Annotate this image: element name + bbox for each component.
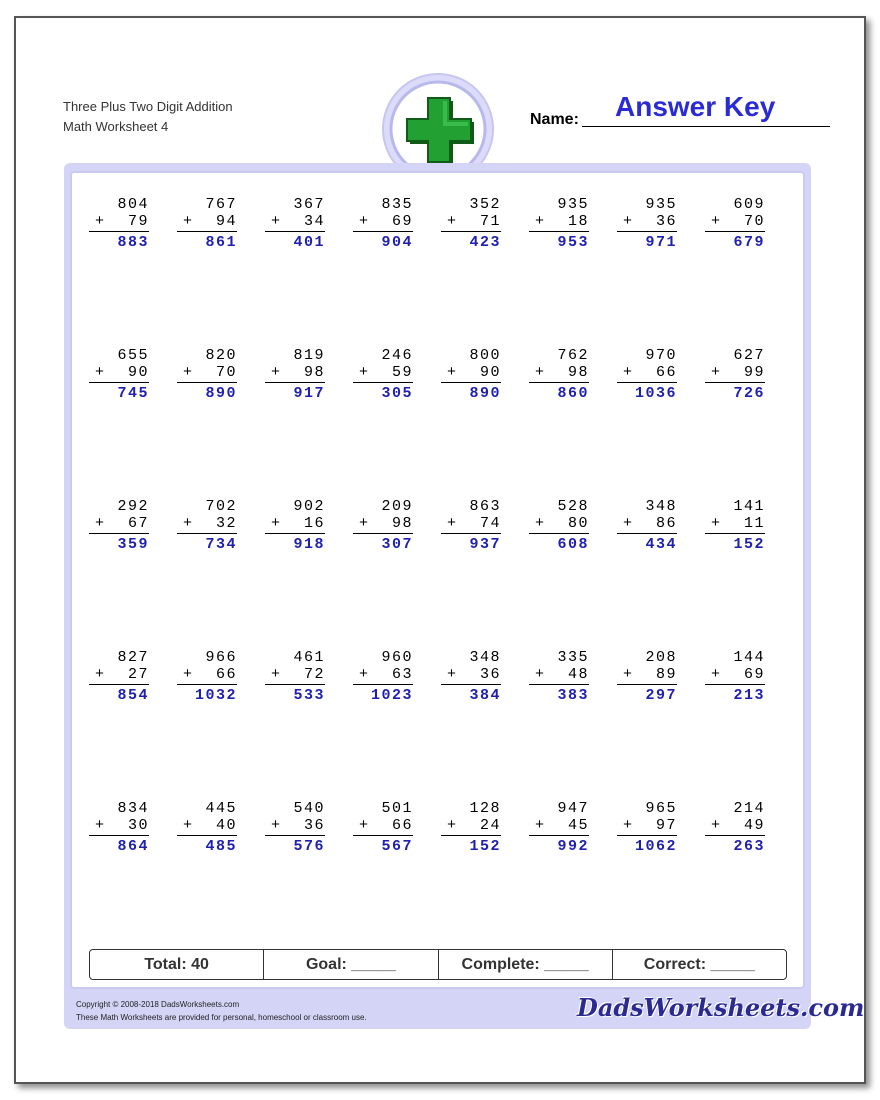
addition-problem — [89, 498, 149, 553]
plus-sign: + — [535, 515, 546, 532]
plus-sign: + — [95, 666, 106, 683]
goal-cell[interactable]: Goal: _____ — [264, 950, 438, 979]
problem-addend-top: 144 — [733, 649, 765, 666]
problem-addend-bottom-value: 89 — [655, 666, 677, 683]
problem-addend-bottom-value: 45 — [567, 817, 589, 834]
plus-sign: + — [359, 515, 370, 532]
problem-answer: 890 — [469, 385, 501, 402]
problem-addend-top: 367 — [293, 196, 325, 213]
problem-addend-bottom-value: 80 — [567, 515, 589, 532]
plus-sign: + — [359, 364, 370, 381]
problem-addend-bottom — [353, 817, 413, 836]
addition-problem — [529, 196, 589, 251]
problems-panel — [70, 171, 805, 989]
problem-addend-top: 835 — [381, 196, 413, 213]
plus-sign: + — [183, 666, 194, 683]
name-label: Name: — [530, 111, 579, 128]
addition-problem — [265, 498, 325, 553]
problem-addend-bottom-value: 99 — [743, 364, 765, 381]
problem-addend-bottom — [177, 213, 237, 232]
plus-sign: + — [711, 364, 722, 381]
problem-addend-bottom — [705, 515, 765, 534]
problem-answer: 213 — [733, 687, 765, 704]
addition-problem — [177, 800, 237, 855]
correct-cell[interactable]: Correct: _____ — [643, 955, 755, 973]
problem-answer: 679 — [733, 234, 765, 251]
problem-addend-bottom — [89, 213, 149, 232]
problem-answer: 305 — [381, 385, 413, 402]
addition-problem — [617, 649, 677, 704]
plus-sign: + — [271, 666, 282, 683]
plus-sign: + — [711, 515, 722, 532]
problem-addend-bottom — [177, 666, 237, 685]
addition-problem — [529, 347, 589, 402]
plus-sign: + — [183, 213, 194, 230]
problem-answer: 485 — [205, 838, 237, 855]
addition-problem — [441, 347, 501, 402]
addition-problem — [705, 347, 765, 402]
problem-answer: 384 — [469, 687, 501, 704]
problem-addend-top: 461 — [293, 649, 325, 666]
problem-addend-top: 827 — [117, 649, 149, 666]
plus-sign: + — [535, 213, 546, 230]
problem-addend-bottom — [617, 213, 677, 232]
problem-addend-bottom — [617, 364, 677, 383]
problem-addend-top: 762 — [557, 347, 589, 364]
problem-addend-bottom — [265, 364, 325, 383]
problem-addend-top: 335 — [557, 649, 589, 666]
problem-addend-top: 501 — [381, 800, 413, 817]
problem-answer: 401 — [293, 234, 325, 251]
plus-sign: + — [271, 817, 282, 834]
problem-addend-bottom-value: 24 — [479, 817, 501, 834]
plus-sign: + — [623, 666, 634, 683]
plus-sign: + — [535, 666, 546, 683]
plus-sign: + — [711, 666, 722, 683]
problem-addend-bottom-value: 69 — [391, 213, 413, 230]
plus-sign: + — [623, 364, 634, 381]
problem-addend-bottom — [441, 666, 501, 685]
addition-problem — [265, 800, 325, 855]
addition-problem — [705, 800, 765, 855]
addition-problem — [265, 649, 325, 704]
problem-answer: 745 — [117, 385, 149, 402]
problem-answer: 307 — [381, 536, 413, 553]
problem-addend-bottom-value: 36 — [479, 666, 501, 683]
problem-answer: 864 — [117, 838, 149, 855]
copyright-line-1: Copyright © 2008-2018 DadsWorksheets.com — [76, 1000, 240, 1009]
problem-addend-top: 804 — [117, 196, 149, 213]
problem-addend-bottom-value: 97 — [655, 817, 677, 834]
problem-addend-bottom-value: 11 — [743, 515, 765, 532]
problem-addend-bottom — [441, 364, 501, 383]
plus-sign: + — [623, 817, 634, 834]
addition-problem — [89, 347, 149, 402]
addition-problem — [529, 800, 589, 855]
problem-addend-bottom — [705, 213, 765, 232]
problem-addend-bottom — [529, 213, 589, 232]
problem-addend-top: 819 — [293, 347, 325, 364]
problem-addend-bottom — [441, 515, 501, 534]
problem-answer: 576 — [293, 838, 325, 855]
plus-sign: + — [447, 515, 458, 532]
problem-addend-bottom — [529, 515, 589, 534]
addition-problem — [617, 498, 677, 553]
problem-addend-bottom-value: 27 — [127, 666, 149, 683]
problem-addend-bottom — [617, 515, 677, 534]
problem-addend-bottom-value: 67 — [127, 515, 149, 532]
problem-answer: 861 — [205, 234, 237, 251]
problem-addend-bottom — [353, 515, 413, 534]
problem-addend-bottom — [353, 666, 413, 685]
problem-answer: 971 — [645, 234, 677, 251]
plus-sign: + — [183, 364, 194, 381]
problem-addend-bottom-value: 90 — [479, 364, 501, 381]
problem-answer: 434 — [645, 536, 677, 553]
problem-addend-top: 834 — [117, 800, 149, 817]
problem-answer: 937 — [469, 536, 501, 553]
problem-addend-bottom — [529, 364, 589, 383]
problem-addend-bottom-value: 70 — [215, 364, 237, 381]
problem-addend-top: 966 — [205, 649, 237, 666]
problem-addend-bottom-value: 48 — [567, 666, 589, 683]
answer-key-label: Answer Key — [615, 91, 776, 122]
plus-sign: + — [623, 515, 634, 532]
problem-answer: 726 — [733, 385, 765, 402]
problem-addend-bottom-value: 18 — [567, 213, 589, 230]
problem-addend-top: 960 — [381, 649, 413, 666]
problem-addend-bottom-value: 70 — [743, 213, 765, 230]
problem-addend-bottom — [353, 364, 413, 383]
problem-answer: 359 — [117, 536, 149, 553]
problem-addend-top: 902 — [293, 498, 325, 515]
problem-addend-top: 767 — [205, 196, 237, 213]
problem-addend-bottom — [353, 213, 413, 232]
name-field[interactable] — [582, 126, 830, 127]
problem-answer: 567 — [381, 838, 413, 855]
problem-addend-bottom-value: 66 — [655, 364, 677, 381]
problem-addend-top: 702 — [205, 498, 237, 515]
plus-sign: + — [95, 213, 106, 230]
addition-problem — [353, 800, 413, 855]
problem-addend-bottom-value: 34 — [303, 213, 325, 230]
addition-problem — [441, 800, 501, 855]
problem-addend-top: 947 — [557, 800, 589, 817]
problem-addend-bottom-value: 36 — [655, 213, 677, 230]
problem-addend-top: 128 — [469, 800, 501, 817]
addition-problem — [265, 196, 325, 251]
problem-answer: 917 — [293, 385, 325, 402]
problem-addend-bottom — [89, 364, 149, 383]
plus-sign: + — [95, 817, 106, 834]
problem-answer: 423 — [469, 234, 501, 251]
problem-answer: 1062 — [634, 838, 677, 855]
plus-sign: + — [271, 213, 282, 230]
addition-problem — [353, 347, 413, 402]
problem-addend-top: 214 — [733, 800, 765, 817]
addition-problem — [529, 498, 589, 553]
problem-addend-bottom — [705, 817, 765, 836]
addition-problem — [265, 347, 325, 402]
addition-problem — [177, 196, 237, 251]
addition-problem — [89, 800, 149, 855]
problem-addend-bottom-value: 40 — [215, 817, 237, 834]
addition-problem — [617, 347, 677, 402]
plus-sign: + — [271, 515, 282, 532]
problem-answer: 860 — [557, 385, 589, 402]
problem-addend-top: 528 — [557, 498, 589, 515]
problem-addend-bottom-value: 69 — [743, 666, 765, 683]
problem-addend-bottom-value: 79 — [127, 213, 149, 230]
problem-addend-top: 352 — [469, 196, 501, 213]
problem-answer: 1032 — [194, 687, 237, 704]
problem-addend-top: 141 — [733, 498, 765, 515]
plus-sign: + — [95, 515, 106, 532]
problem-addend-bottom — [177, 364, 237, 383]
problem-answer: 533 — [293, 687, 325, 704]
problem-addend-bottom-value: 71 — [479, 213, 501, 230]
problem-answer: 263 — [733, 838, 765, 855]
problem-addend-top: 800 — [469, 347, 501, 364]
addition-problem — [705, 196, 765, 251]
score-table — [89, 949, 787, 980]
problem-addend-bottom — [265, 666, 325, 685]
problem-addend-bottom-value: 66 — [215, 666, 237, 683]
copyright-notice — [76, 998, 367, 1024]
problem-addend-bottom — [89, 515, 149, 534]
problem-addend-bottom-value: 72 — [303, 666, 325, 683]
problem-answer: 734 — [205, 536, 237, 553]
plus-sign: + — [183, 515, 194, 532]
problem-addend-top: 540 — [293, 800, 325, 817]
problem-addend-bottom-value: 94 — [215, 213, 237, 230]
title-line-1: Three Plus Two Digit Addition — [63, 99, 233, 114]
addition-problem — [177, 649, 237, 704]
total-cell: Total: 40 — [90, 950, 264, 979]
problem-addend-bottom-value: 98 — [391, 515, 413, 532]
problem-addend-bottom — [441, 213, 501, 232]
plus-sign: + — [535, 817, 546, 834]
problem-addend-top: 348 — [645, 498, 677, 515]
problem-answer: 992 — [557, 838, 589, 855]
problem-addend-bottom — [89, 817, 149, 836]
plus-sign: + — [447, 817, 458, 834]
problem-answer: 297 — [645, 687, 677, 704]
plus-sign: + — [359, 213, 370, 230]
addition-problem — [353, 196, 413, 251]
addition-problem — [353, 649, 413, 704]
problem-answer: 854 — [117, 687, 149, 704]
problem-addend-top: 965 — [645, 800, 677, 817]
problem-addend-bottom — [89, 666, 149, 685]
plus-sign: + — [359, 817, 370, 834]
problem-addend-top: 627 — [733, 347, 765, 364]
addition-problem — [617, 800, 677, 855]
problem-addend-bottom-value: 98 — [567, 364, 589, 381]
plus-sign: + — [271, 364, 282, 381]
plus-sign: + — [711, 213, 722, 230]
plus-sign: + — [447, 213, 458, 230]
problem-addend-bottom — [617, 817, 677, 836]
problem-addend-bottom — [529, 666, 589, 685]
problem-addend-bottom-value: 86 — [655, 515, 677, 532]
problem-addend-top: 935 — [645, 196, 677, 213]
problem-answer: 953 — [557, 234, 589, 251]
problem-answer: 904 — [381, 234, 413, 251]
problem-addend-top: 970 — [645, 347, 677, 364]
problem-addend-top: 820 — [205, 347, 237, 364]
problem-addend-bottom — [705, 364, 765, 383]
addition-problem — [353, 498, 413, 553]
addition-problem — [529, 649, 589, 704]
problem-addend-bottom — [177, 515, 237, 534]
addition-problem — [441, 498, 501, 553]
problem-addend-bottom-value: 74 — [479, 515, 501, 532]
addition-problem — [441, 649, 501, 704]
problem-addend-bottom — [265, 515, 325, 534]
addition-problem — [89, 196, 149, 251]
problem-answer: 608 — [557, 536, 589, 553]
plus-sign: + — [95, 364, 106, 381]
problem-addend-top: 863 — [469, 498, 501, 515]
plus-sign: + — [447, 364, 458, 381]
problem-addend-bottom-value: 16 — [303, 515, 325, 532]
addition-problem — [177, 498, 237, 553]
problem-answer: 152 — [733, 536, 765, 553]
problem-addend-bottom-value: 32 — [215, 515, 237, 532]
problem-addend-bottom — [705, 666, 765, 685]
plus-sign: + — [711, 817, 722, 834]
problem-addend-top: 209 — [381, 498, 413, 515]
problem-addend-top: 208 — [645, 649, 677, 666]
problem-addend-top: 655 — [117, 347, 149, 364]
problem-addend-bottom-value: 90 — [127, 364, 149, 381]
plus-sign: + — [359, 666, 370, 683]
problem-addend-top: 292 — [117, 498, 149, 515]
plus-sign: + — [535, 364, 546, 381]
problem-addend-bottom-value: 49 — [743, 817, 765, 834]
addition-problem — [617, 196, 677, 251]
problem-addend-top: 935 — [557, 196, 589, 213]
problem-answer: 383 — [557, 687, 589, 704]
problem-addend-bottom — [617, 666, 677, 685]
copyright-line-2: These Math Worksheets are provided for personal, homeschool or classroom use. — [76, 1013, 367, 1022]
plus-sign: + — [183, 817, 194, 834]
problem-answer: 883 — [117, 234, 149, 251]
problem-addend-bottom — [529, 817, 589, 836]
worksheet-title — [63, 97, 233, 137]
title-line-2: Math Worksheet 4 — [63, 119, 169, 134]
problem-addend-bottom-value: 66 — [391, 817, 413, 834]
problem-addend-bottom — [441, 817, 501, 836]
problem-addend-bottom-value: 30 — [127, 817, 149, 834]
problem-addend-bottom-value: 63 — [391, 666, 413, 683]
problem-addend-top: 348 — [469, 649, 501, 666]
addition-problem — [705, 649, 765, 704]
addition-problem — [705, 498, 765, 553]
problem-answer: 918 — [293, 536, 325, 553]
problem-answer: 890 — [205, 385, 237, 402]
problem-addend-bottom-value: 36 — [303, 817, 325, 834]
plus-sign: + — [623, 213, 634, 230]
complete-cell[interactable]: Complete: _____ — [439, 950, 613, 979]
plus-sign: + — [447, 666, 458, 683]
problem-answer: 1036 — [634, 385, 677, 402]
problem-answer: 1023 — [370, 687, 413, 704]
problem-addend-bottom — [177, 817, 237, 836]
problem-answer: 152 — [469, 838, 501, 855]
problem-addend-bottom — [265, 817, 325, 836]
problem-addend-top: 609 — [733, 196, 765, 213]
addition-problem — [177, 347, 237, 402]
problem-addend-top: 445 — [205, 800, 237, 817]
problem-addend-top: 246 — [381, 347, 413, 364]
problem-addend-bottom-value: 98 — [303, 364, 325, 381]
addition-problem — [89, 649, 149, 704]
brand-logo: DadsWorksheets.com — [577, 993, 865, 1022]
problem-addend-bottom-value: 59 — [391, 364, 413, 381]
addition-problem — [441, 196, 501, 251]
problem-addend-bottom — [265, 213, 325, 232]
